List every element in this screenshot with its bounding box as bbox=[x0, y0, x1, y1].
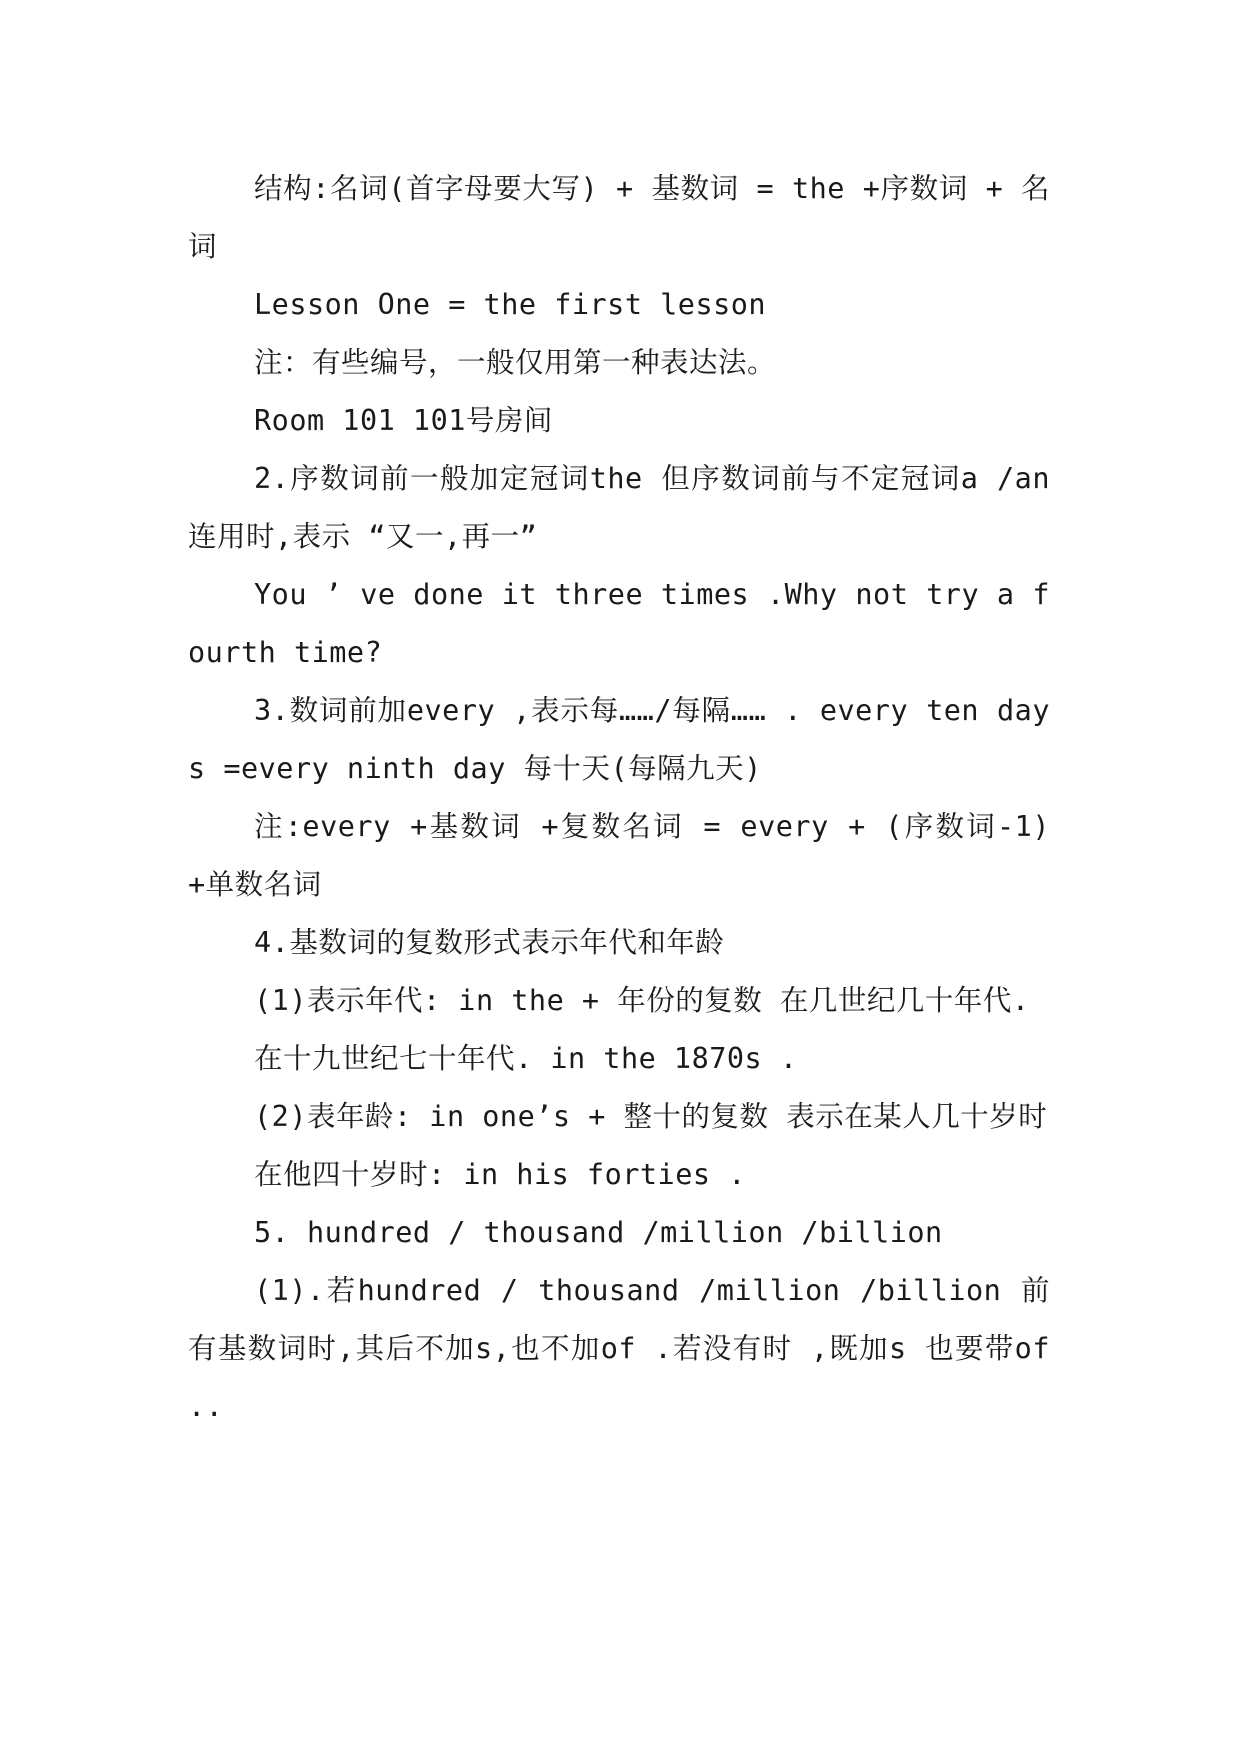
paragraph-decades-rule: (1)表示年代: in the + 年份的复数 在几世纪几十年代. bbox=[254, 984, 1030, 1017]
paragraph-lesson-example: Lesson One = the first lesson bbox=[254, 288, 767, 321]
paragraph-every-note: 注:every +基数词 +复数名词 = every + (序数词-1) +单数名词 bbox=[188, 810, 1050, 901]
document-page bbox=[188, 160, 1050, 1436]
paragraph-room-example: Room 101 101号房间 bbox=[254, 404, 553, 437]
paragraph-large-numbers-heading: 5. hundred / thousand /million /billion bbox=[254, 1216, 943, 1249]
paragraph-fourth-time-example: You ’ ve done it three times .Why not try a fourth time? bbox=[188, 578, 1050, 669]
paragraph-age-example: 在他四十岁时: in his forties . bbox=[254, 1158, 746, 1191]
paragraph-decades-example: 在十九世纪七十年代. in the 1870s . bbox=[254, 1042, 798, 1075]
paragraph-structure-rule: 结构:名词(首字母要大写) + 基数词 = the +序数词 + 名词 bbox=[188, 172, 1050, 263]
paragraph-every-rule: 3.数词前加every ,表示每……/每隔…… . every ten days =every ninth day 每十天(每隔九天) bbox=[188, 694, 1050, 785]
paragraph-plural-cardinal-heading: 4.基数词的复数形式表示年代和年龄 bbox=[254, 926, 725, 959]
paragraph-large-numbers-rule: (1).若hundred / thousand /million /billion 前有基数词时,其后不加s,也不加of .若没有时 ,既加s 也要带of .. bbox=[188, 1274, 1050, 1423]
paragraph-note-numbering: 注：有些编号，一般仅用第一种表达法。 bbox=[254, 346, 777, 379]
paragraph-ordinal-article-rule: 2.序数词前一般加定冠词the 但序数词前与不定冠词a /an 连用时,表示 “又一,再一” bbox=[188, 462, 1050, 553]
paragraph-age-rule: (2)表年龄: in one’s + 整十的复数 表示在某人几十岁时 bbox=[254, 1100, 1048, 1133]
